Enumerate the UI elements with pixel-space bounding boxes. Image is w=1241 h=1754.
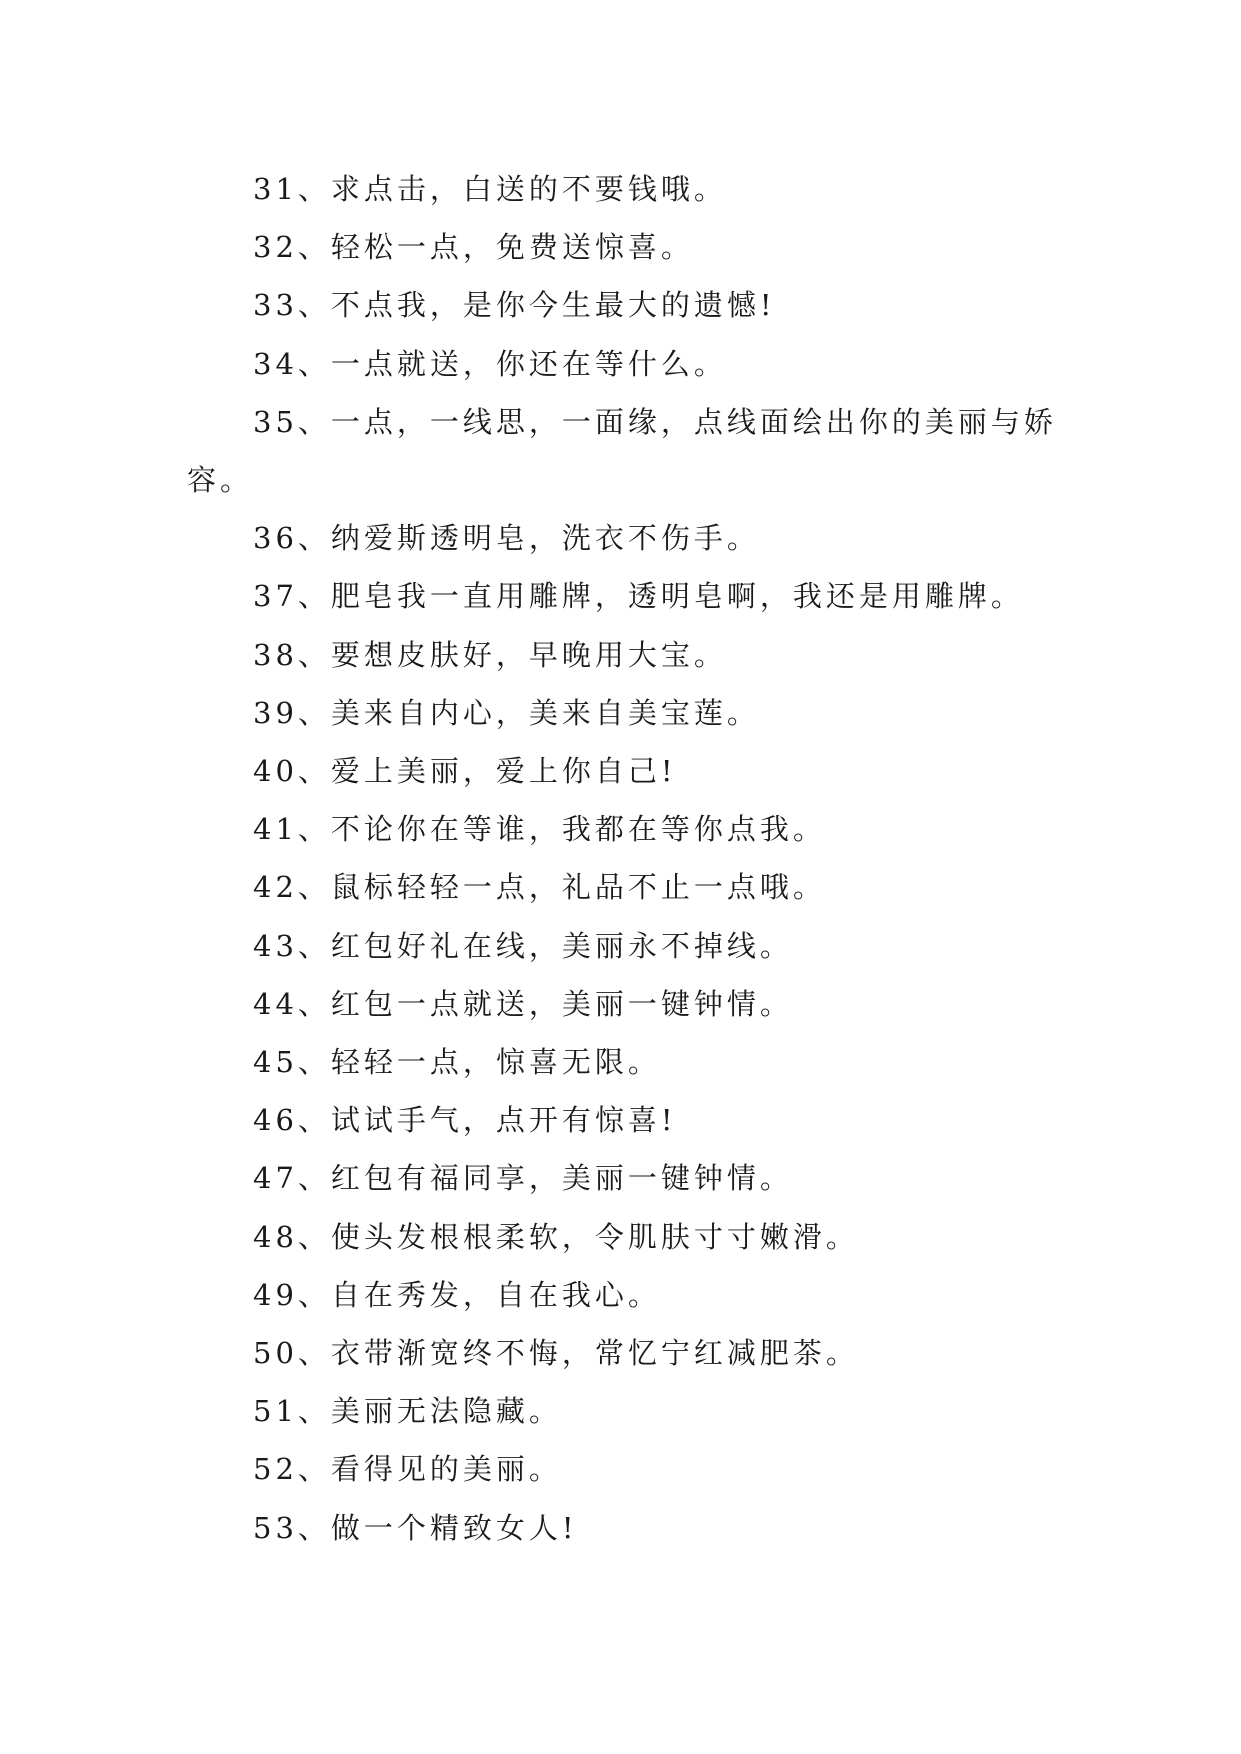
list-item: 36、纳爱斯透明皂，洗衣不伤手。: [253, 521, 760, 556]
list-item: 33、不点我，是你今生最大的遗憾!: [253, 288, 776, 323]
list-item: 46、试试手气，点开有惊喜!: [253, 1103, 677, 1138]
list-item: 41、不论你在等谁，我都在等你点我。: [253, 812, 826, 847]
list-item: 50、衣带渐宽终不悔，常忆宁红减肥茶。: [253, 1336, 859, 1371]
list-item: 38、要想皮肤好，早晚用大宝。: [253, 637, 727, 672]
list-item: 53、做一个精致女人!: [253, 1510, 578, 1545]
list-item: 52、看得见的美丽。: [253, 1452, 562, 1487]
list-item: 35、一点，一线思，一面缘，点线面绘出你的美丽与娇容。: [187, 404, 1057, 498]
list-item: 48、使头发根根柔软，令肌肤寸寸嫩滑。: [253, 1219, 859, 1254]
list-item: 37、肥皂我一直用雕牌，透明皂啊，我还是用雕牌。: [253, 579, 1024, 614]
list-item: 47、红包有福同享，美丽一键钟情。: [253, 1161, 793, 1196]
list-item: 32、轻松一点，免费送惊喜。: [253, 230, 694, 265]
list-item: 45、轻轻一点，惊喜无限。: [253, 1045, 661, 1080]
list-item: 44、红包一点就送，美丽一键钟情。: [253, 986, 793, 1021]
list-item: 42、鼠标轻轻一点，礼品不止一点哦。: [253, 870, 826, 905]
list-item: 40、爱上美丽，爱上你自己!: [253, 754, 677, 789]
slogan-list: [187, 160, 1067, 1557]
list-item: 39、美来自内心，美来自美宝莲。: [253, 695, 760, 730]
list-item: 31、求点击，白送的不要钱哦。: [253, 172, 727, 206]
list-item: 51、美丽无法隐藏。: [253, 1394, 562, 1429]
list-item: 34、一点就送，你还在等什么。: [253, 346, 727, 381]
list-item: 43、红包好礼在线，美丽永不掉线。: [253, 928, 793, 963]
list-item: 49、自在秀发，自在我心。: [253, 1277, 661, 1312]
